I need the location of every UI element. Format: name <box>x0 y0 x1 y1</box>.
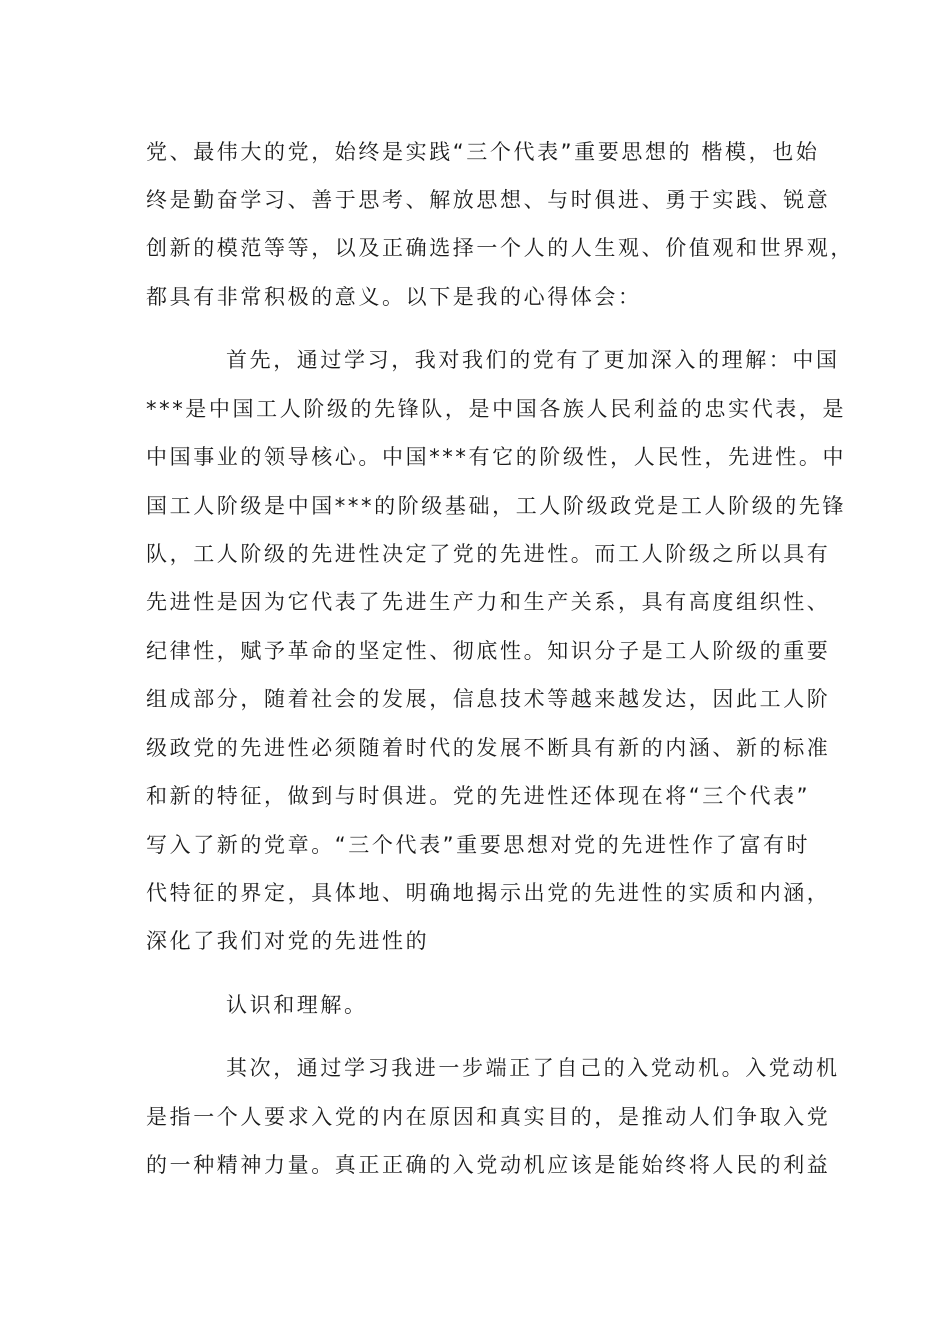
paragraph-first-line: 其次，通过学习我进一步端正了自己的入党动机。入党动机 <box>226 1056 840 1080</box>
text-line: 党、最伟大的党，始终是实践“三个代表”重要思想的 楷模，也始 <box>146 140 820 164</box>
text-line: 和新的特征，做到与时俱进。党的先进性还体现在将“三个代表” <box>146 784 811 808</box>
text-line: 认识和理解。 <box>226 993 368 1017</box>
text-line: 是指一个人要求入党的内在原因和真实目的，是推动人们争取入党 <box>146 1105 831 1129</box>
text-line: ***是中国工人阶级的先锋队，是中国各族人民利益的忠实代表，是 <box>146 397 847 421</box>
text-line: 终是勤奋学习、善于思考、解放思想、与时俱进、勇于实践、锐意 <box>146 188 831 212</box>
text-line: 深化了我们对党的先进性的 <box>146 929 430 953</box>
text-line: 代特征的界定，具体地、明确地揭示出党的先进性的实质和内涵， <box>146 881 831 905</box>
text-line: 写入了新的党章。“三个代表”重要思想对党的先进性作了富有时 <box>146 833 811 857</box>
text-line: 级政党的先进性必须随着时代的发展不断具有新的内涵、新的标准 <box>146 736 831 760</box>
text-line: 先进性是因为它代表了先进生产力和生产关系，具有高度组织性、 <box>146 590 831 614</box>
text-line: 中国事业的领导核心。中国***有它的阶级性，人民性，先进性。中 <box>146 445 847 469</box>
text-line: 都具有非常积极的意义。以下是我的心得体会： <box>146 285 642 309</box>
text-line: 创新的模范等等，以及正确选择一个人的人生观、价值观和世界观， <box>146 236 854 260</box>
text-line: 的一种精神力量。真正正确的入党动机应该是能始终将人民的利益 <box>146 1153 831 1177</box>
paragraph-first-line: 首先，通过学习，我对我们的党有了更加深入的理解：中国 <box>226 348 840 372</box>
text-line: 组成部分，随着社会的发展，信息技术等越来越发达，因此工人阶 <box>146 687 831 711</box>
text-line: 国工人阶级是中国***的阶级基础，工人阶级政党是工人阶级的先锋 <box>146 494 847 518</box>
text-line: 队，工人阶级的先进性决定了党的先进性。而工人阶级之所以具有 <box>146 542 831 566</box>
text-line: 纪律性，赋予革命的坚定性、彻底性。知识分子是工人阶级的重要 <box>146 639 831 663</box>
